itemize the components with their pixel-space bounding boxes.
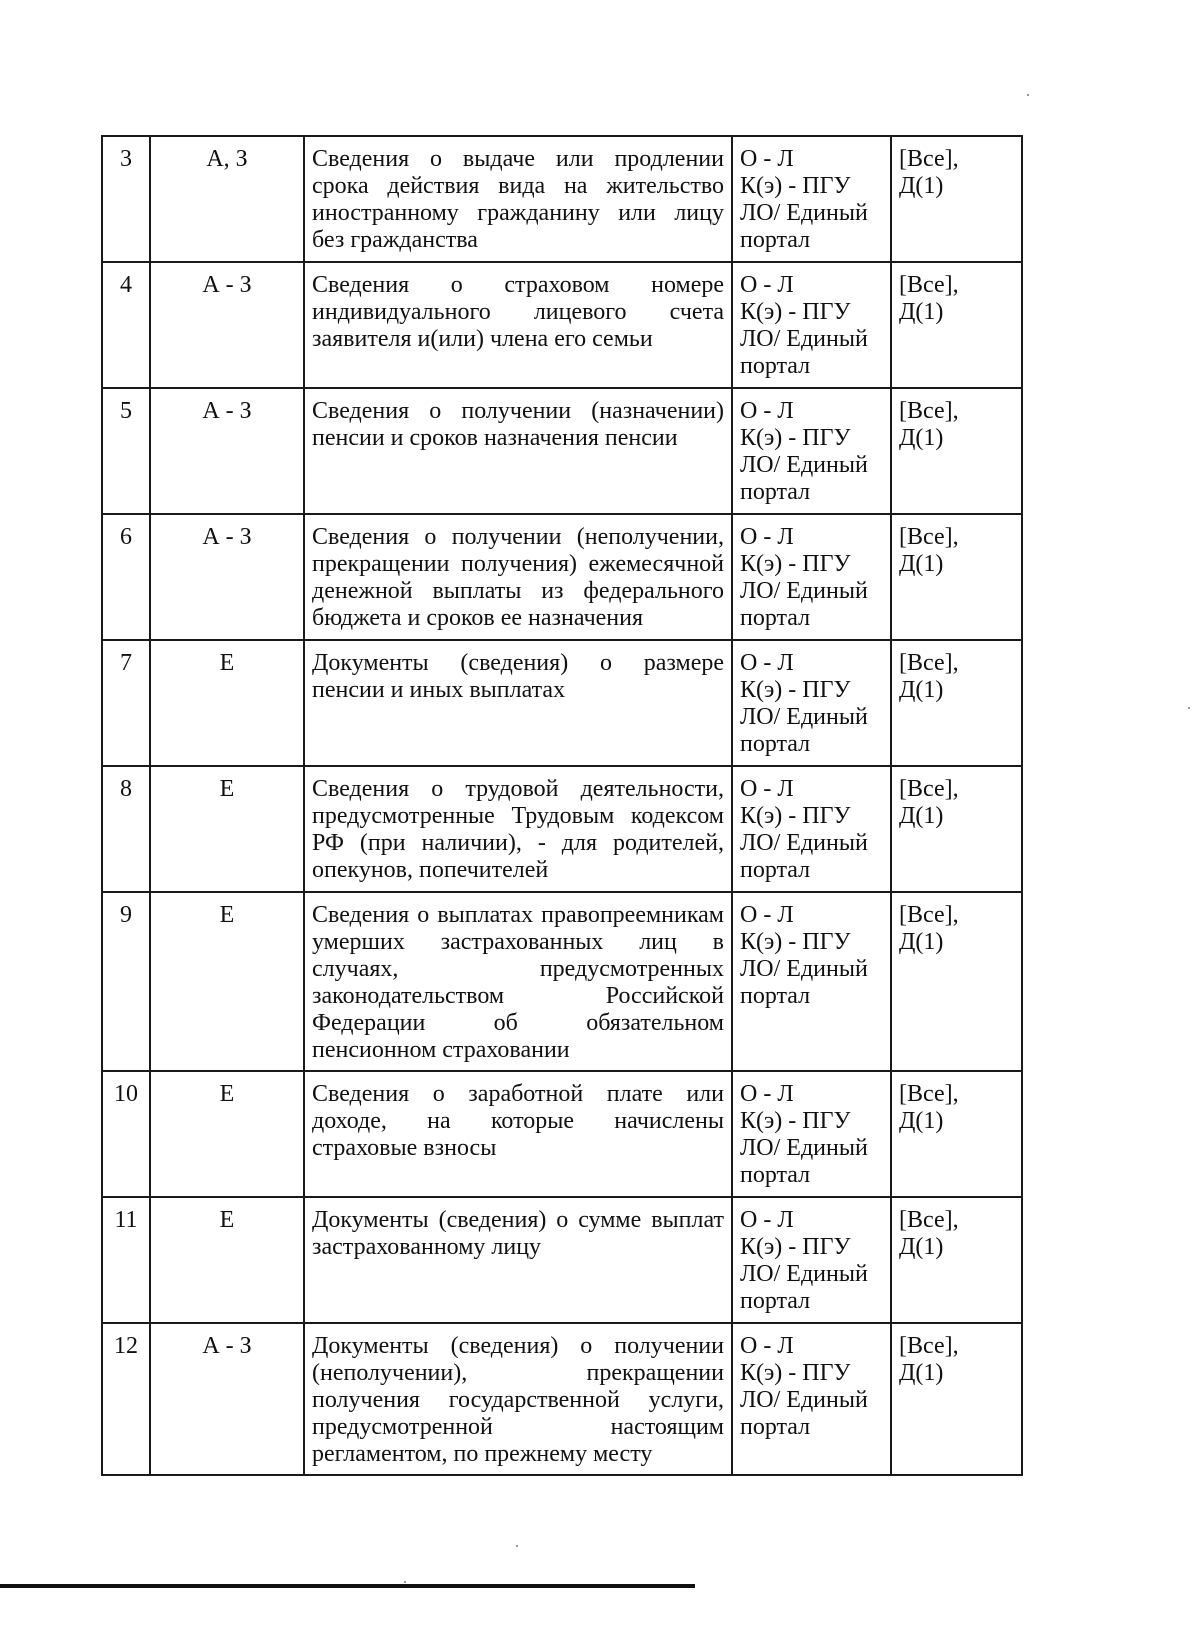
source-line: ЛО/ Единый [740,704,868,730]
row-applicants [891,262,1022,388]
applicants-line: Д(1) [899,677,944,703]
applicants-line: Д(1) [899,929,944,955]
source-line: ЛО/ Единый [740,200,868,226]
source-line: ЛО/ Единый [740,326,868,352]
row-description: Документы (сведения) о размере пенсии и иных выплатах [304,640,732,766]
row-description: Сведения о страховом номере индивидуального лицевого счета заявителя и(или) члена его семьи [304,262,732,388]
row-code: А, З [150,136,304,262]
row-number: 8 [102,766,150,892]
table-row [102,1071,1022,1197]
row-applicants [891,766,1022,892]
applicants-line: [Все], [899,146,959,172]
scan-speck [1027,94,1029,96]
row-source [732,892,891,1071]
row-number: 12 [102,1323,150,1475]
source-line: О - Л [740,272,794,298]
source-line: К(э) - ПГУ [740,803,851,829]
source-line: К(э) - ПГУ [740,173,851,199]
source-line: О - Л [740,1207,794,1233]
row-code: А - З [150,1323,304,1475]
row-number: 11 [102,1197,150,1323]
source-line: К(э) - ПГУ [740,929,851,955]
applicants-line: [Все], [899,902,959,928]
applicants-line: Д(1) [899,173,944,199]
table-row [102,766,1022,892]
source-line: портал [740,983,811,1009]
source-line: О - Л [740,650,794,676]
row-description: Сведения о получении (назначении) пенсии и сроков назначения пенсии [304,388,732,514]
row-description: Документы (сведения) о получении (неполучении), прекращении получения государственной услуги, предусмотренной настоящим регламентом, по прежнему месту [304,1323,732,1475]
source-line: О - Л [740,776,794,802]
applicants-line: Д(1) [899,1234,944,1260]
source-line: К(э) - ПГУ [740,1360,851,1386]
applicants-line: [Все], [899,1081,959,1107]
row-code: Е [150,640,304,766]
source-line: К(э) - ПГУ [740,1234,851,1260]
source-line: портал [740,227,811,253]
applicants-line: Д(1) [899,1360,944,1386]
row-source [732,388,891,514]
row-description: Сведения о выдаче или продлении срока действия вида на жительство иностранному гражданину или лицу без гражданства [304,136,732,262]
source-line: портал [740,731,811,757]
row-code: А - З [150,514,304,640]
applicants-line: [Все], [899,650,959,676]
applicants-line: Д(1) [899,299,944,325]
row-source [732,262,891,388]
source-line: портал [740,1414,811,1440]
source-line: ЛО/ Единый [740,1135,868,1161]
table-row [102,136,1022,262]
row-code: Е [150,766,304,892]
table-row [102,514,1022,640]
row-number: 5 [102,388,150,514]
applicants-line: [Все], [899,524,959,550]
source-line: О - Л [740,398,794,424]
row-source [732,1323,891,1475]
applicants-line: Д(1) [899,551,944,577]
row-number: 7 [102,640,150,766]
source-line: портал [740,857,811,883]
row-applicants [891,640,1022,766]
source-line: портал [740,479,811,505]
row-applicants [891,892,1022,1071]
row-code: Е [150,1197,304,1323]
table-row [102,640,1022,766]
table-row [102,1197,1022,1323]
row-code: Е [150,892,304,1071]
row-source [732,1197,891,1323]
source-line: портал [740,605,811,631]
source-line: О - Л [740,1333,794,1359]
source-line: К(э) - ПГУ [740,551,851,577]
applicants-line: [Все], [899,1333,959,1359]
source-line: ЛО/ Единый [740,452,868,478]
applicants-line: [Все], [899,272,959,298]
row-number: 10 [102,1071,150,1197]
row-code: Е [150,1071,304,1197]
applicants-line: [Все], [899,1207,959,1233]
row-applicants [891,1323,1022,1475]
applicants-line: Д(1) [899,1108,944,1134]
source-line: ЛО/ Единый [740,1261,868,1287]
source-line: ЛО/ Единый [740,830,868,856]
table-row [102,388,1022,514]
source-line: О - Л [740,1081,794,1107]
row-source [732,766,891,892]
source-line: ЛО/ Единый [740,578,868,604]
applicants-line: [Все], [899,776,959,802]
row-code: А - З [150,262,304,388]
row-description: Сведения о выплатах правопреемникам умерших застрахованных лиц в случаях, предусмотренных законодательством Российской Федерации об обязательном пенсионном страховании [304,892,732,1071]
source-line: К(э) - ПГУ [740,677,851,703]
row-description: Сведения о получении (неполучении, прекращении получения) ежемесячной денежной выплаты из федерального бюджета и сроков ее назначения [304,514,732,640]
table-row [102,262,1022,388]
row-description: Документы (сведения) о сумме выплат застрахованному лицу [304,1197,732,1323]
documents-table-body [102,136,1022,1475]
applicants-line: Д(1) [899,425,944,451]
row-description: Сведения о заработной плате или доходе, на которые начислены страховые взносы [304,1071,732,1197]
source-line: портал [740,1288,811,1314]
source-line: О - Л [740,146,794,172]
row-source [732,136,891,262]
row-number: 3 [102,136,150,262]
scan-edge-bar [0,1584,695,1588]
source-line: К(э) - ПГУ [740,425,851,451]
row-number: 6 [102,514,150,640]
row-applicants [891,1197,1022,1323]
source-line: портал [740,1162,811,1188]
row-code: А - З [150,388,304,514]
row-number: 4 [102,262,150,388]
row-applicants [891,514,1022,640]
source-line: ЛО/ Единый [740,1387,868,1413]
row-number: 9 [102,892,150,1071]
source-line: К(э) - ПГУ [740,299,851,325]
source-line: портал [740,353,811,379]
row-source [732,514,891,640]
row-source [732,1071,891,1197]
scan-speck [1188,707,1190,709]
table-row [102,1323,1022,1475]
scan-speck [516,1545,518,1547]
row-applicants [891,388,1022,514]
applicants-line: Д(1) [899,803,944,829]
row-source [732,640,891,766]
source-line: ЛО/ Единый [740,956,868,982]
source-line: О - Л [740,902,794,928]
documents-table [101,135,1023,1476]
row-applicants [891,1071,1022,1197]
scan-speck [404,1581,406,1583]
row-description: Сведения о трудовой деятельности, предусмотренные Трудовым кодексом РФ (при наличии), - для родителей, опекунов, попечителей [304,766,732,892]
table-row [102,892,1022,1071]
row-applicants [891,136,1022,262]
source-line: К(э) - ПГУ [740,1108,851,1134]
applicants-line: [Все], [899,398,959,424]
source-line: О - Л [740,524,794,550]
